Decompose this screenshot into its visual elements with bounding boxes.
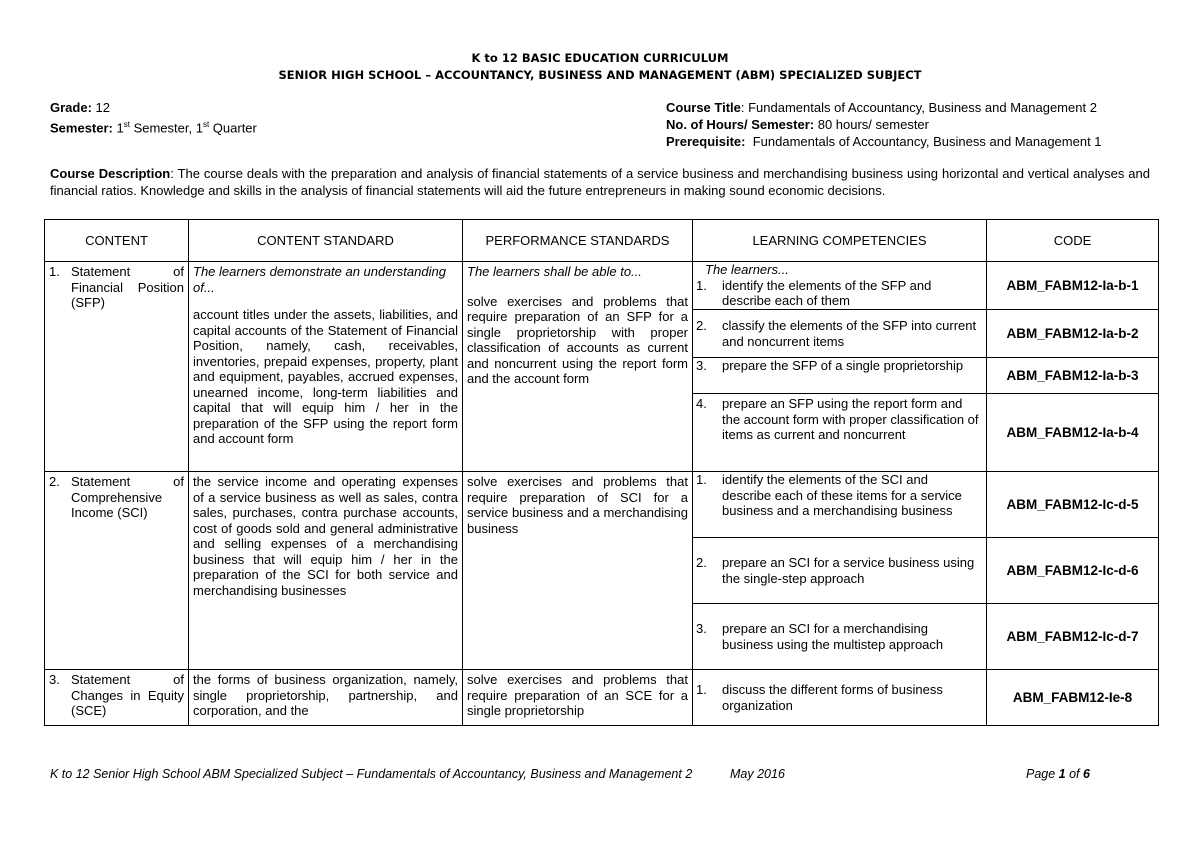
learning-competency-cell: 2. classify the elements of the SFP into current and noncurrent items: [693, 310, 987, 358]
code-cell: ABM_FABM12-Ia-b-2: [987, 310, 1159, 358]
footer-left: K to 12 Senior High School ABM Specialized Subject – Fundamentals of Accountancy, Business and Management 2: [50, 767, 693, 781]
code-cell: ABM_FABM12-Ie-8: [987, 670, 1159, 726]
code-cell: ABM_FABM12-Ic-d-5: [987, 472, 1159, 538]
content-standard-cell: The learners demonstrate an understanding of... account titles under the assets, liabilities, and capital accounts of the Statement of Financial Position, namely, cash, receivables, inventories, prepaid expenses, property, plant and equipment, payables, accrued expenses, unearned income, long-term liabilities and capital that will equip him / her in the preparation of the SFP using the report form and account form: [189, 262, 463, 472]
code-cell: ABM_FABM12-Ia-b-3: [987, 358, 1159, 394]
table-row: [45, 670, 1159, 726]
grade-line: Grade: 12: [50, 100, 110, 115]
code-cell: ABM_FABM12-Ic-d-7: [987, 604, 1159, 670]
performance-standard-cell: solve exercises and problems that require preparation of an SCE for a single proprietorship: [463, 670, 693, 726]
header-learning-competencies: LEARNING COMPETENCIES: [693, 220, 987, 262]
curriculum-subtitle: SENIOR HIGH SCHOOL – ACCOUNTANCY, BUSINESS AND MANAGEMENT (ABM) SPECIALIZED SUBJECT: [278, 68, 922, 82]
content-standard-cell: the service income and operating expenses of a service business as well as sales, contra sales, purchases, contra purchase accounts, cost of goods sold and general administrative and selling expenses of a merchandising business that will equip him / her in the preparation of the SCI for both service and merchandising businesses: [189, 472, 463, 670]
content-standard-cell: the forms of business organization, namely, single proprietorship, partnership, and corporation, and the: [189, 670, 463, 726]
code-cell: ABM_FABM12-Ic-d-6: [987, 538, 1159, 604]
learning-competency-cell: The learners... 1. identify the elements of the SFP and describe each of them: [693, 262, 987, 310]
table-header-row: [45, 220, 1159, 262]
hours-line: No. of Hours/ Semester: 80 hours/ semester: [666, 117, 929, 132]
learning-competency-cell: 1. identify the elements of the SCI and describe each of these items for a service business and a merchandising business: [693, 472, 987, 538]
learning-competency-cell: 2. prepare an SCI for a service business using the single-step approach: [693, 538, 987, 604]
course-title-line: Course Title: Fundamentals of Accountancy, Business and Management 2: [666, 100, 1097, 115]
header-content: CONTENT: [45, 220, 189, 262]
learning-competency-cell: 3. prepare an SCI for a merchandising business using the multistep approach: [693, 604, 987, 670]
course-description: Course Description: The course deals with the preparation and analysis of financial statements of a service business and merchandising business using horizontal and vertical analyses and financial ratios. Knowledge and skills in the analysis of financial statements will aid the future entrepreneurs in making sound economic decisions.: [50, 166, 1150, 198]
performance-standard-cell: solve exercises and problems that require preparation of SCI for a service business and a merchandising business: [463, 472, 693, 670]
course-info-block: [666, 99, 1102, 150]
footer-date: May 2016: [730, 767, 785, 781]
content-cell: 1. Statement of Financial Position (SFP): [45, 262, 189, 472]
code-cell: ABM_FABM12-Ia-b-4: [987, 394, 1159, 472]
curriculum-title: K to 12 BASIC EDUCATION CURRICULUM: [471, 51, 729, 65]
grade-semester-block: [50, 99, 257, 136]
learning-competency-cell: 1. discuss the different forms of business organization: [693, 670, 987, 726]
semester-line: Semester: 1st Semester, 1st Quarter: [50, 120, 257, 136]
table-row: [45, 262, 1159, 310]
learning-competency-cell: 4. prepare an SFP using the report form and the account form with proper classification of items as current and noncurrent: [693, 394, 987, 472]
header-performance-standards: PERFORMANCE STANDARDS: [463, 220, 693, 262]
content-cell: 3. Statement of Changes in Equity (SCE): [45, 670, 189, 726]
prerequisite-line: Prerequisite: Fundamentals of Accountancy, Business and Management 1: [666, 134, 1102, 149]
table-row: [45, 472, 1159, 538]
footer-page: Page 1 of 6: [1026, 767, 1090, 781]
code-cell: ABM_FABM12-Ia-b-1: [987, 262, 1159, 310]
content-cell: 2. Statement of Comprehensive Income (SCI): [45, 472, 189, 670]
performance-standard-cell: The learners shall be able to... solve exercises and problems that require preparation of an SFP for a single proprietorship with proper classification of accounts as current and noncurrent using the report form and the account form: [463, 262, 693, 472]
header-content-standard: CONTENT STANDARD: [189, 220, 463, 262]
header-code: CODE: [987, 220, 1159, 262]
learning-competency-cell: 3. prepare the SFP of a single proprietorship: [693, 358, 987, 394]
curriculum-table: [44, 219, 1159, 726]
